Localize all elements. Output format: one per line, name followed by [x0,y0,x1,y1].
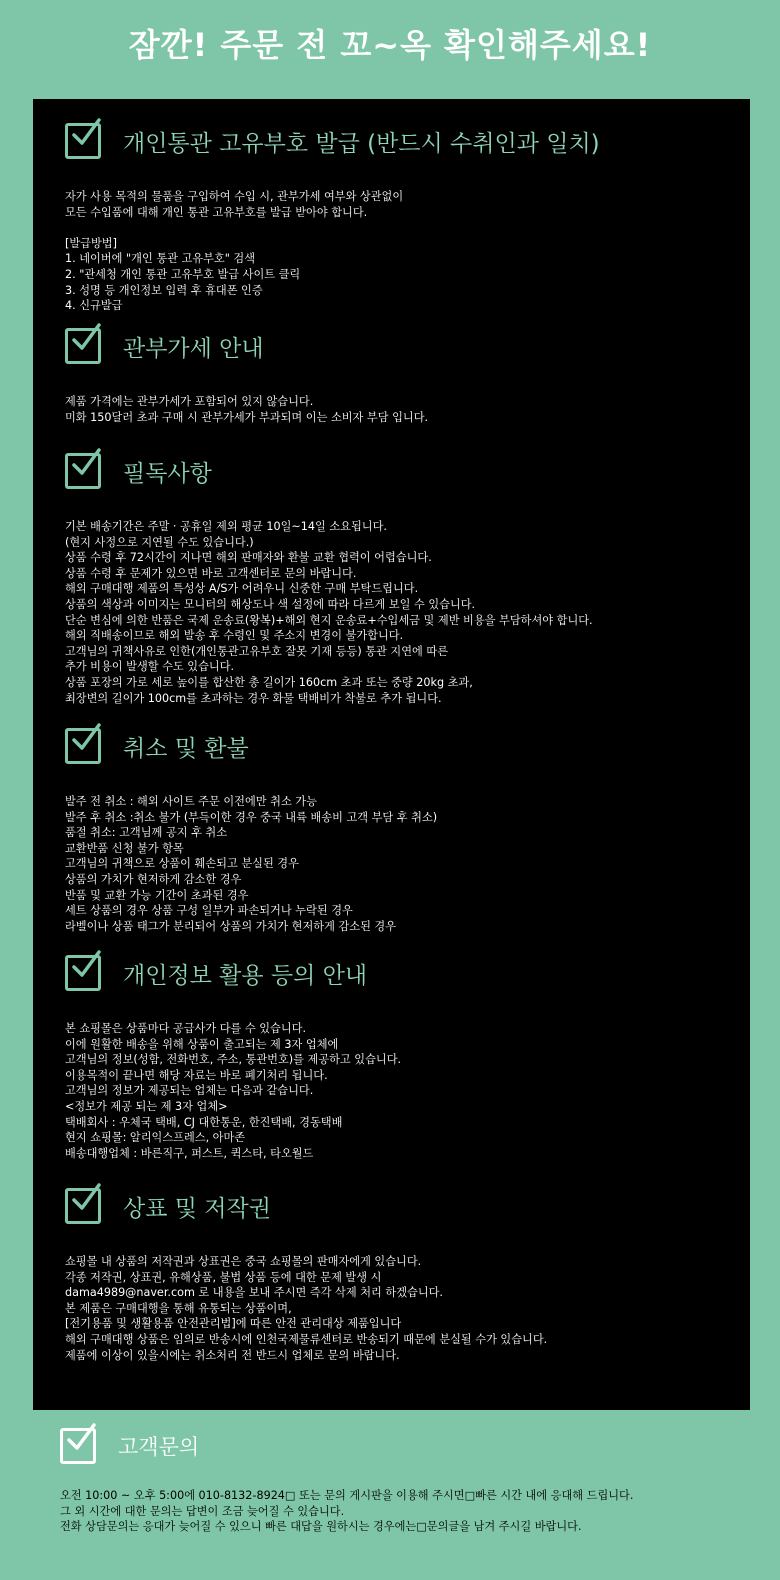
section-header [65,449,735,493]
section-header [65,724,735,768]
checkbox-icon [65,955,101,991]
section-title: 관부가세 안내 [123,335,264,362]
section-trademark [65,1184,735,1363]
section-privacy [65,951,735,1161]
checkbox-icon [65,453,101,489]
section-header [65,1184,735,1228]
section-header [65,119,735,163]
section-header [65,324,735,368]
customer-inquiry [60,1424,760,1535]
footer-title: 고객문의 [118,1435,200,1459]
section-customs-code [65,119,735,314]
section-title: 취소 및 환불 [123,735,249,762]
checkbox-icon [60,1428,96,1464]
section-body: 쇼핑몰 내 상품의 저작권과 상표권은 중국 쇼핑몰의 판매자에게 있습니다. 각종 저작권, 상표권, 유해상품, 불법 상품 등에 대한 문제 발생 시 dama4989@naver.com 로 내용을 보내 주시면 즉각 삭제 처리 하겠습니다. 본 제품은 구매대행을 통해 유통되는 상품이며, [전기용품 및 생활용품 안전관리법]에 따른 안전 관리대상 제품입니다 해외 구매대행 상품은 임의로 반송시에 인천국제물류센터로 반송되기 때문에 분실될 수가 있습니다. 제품에 이상이 있을시에는 취소처리 전 반드시 업체로 문의 바랍니다. [65,1255,548,1362]
footer-body: 오전 10:00 ~ 오후 5:00에 010-8132-8924□ 또는 문의 게시판을 이용해 주시면□빠른 시간 내에 응대해 드립니다. 그 외 시간에 대한 문의는 답변이 조금 늦어질 수 있습니다. 전화 상담문의는 응대가 늦어질 수 있으니 빠른 대답을 원하시는 경우에는□문의글을 남겨 주시길 바랍니다. [60,1489,634,1534]
section-title: 필독사항 [123,460,212,487]
section-body: 제품 가격에는 관부가세가 포함되어 있지 않습니다. 미화 150달러 초과 구매 시 관부가세가 부과되며 이는 소비자 부담 입니다. [65,395,429,424]
section-body: 자가 사용 목적의 물품을 구입하여 수입 시, 관부가세 여부와 상관없이 모든 수입품에 대해 개인 통관 고유부호를 발급 받아야 합니다. [발급방법] 1. 네이버에 "개인 통관 고유부호" 검색 2. "관세청 개인 통관 고유부호 발급 사이트 클릭 3. 성명 등 개인정보 입력 후 휴대폰 인증 4. 신규발급 [65,190,404,313]
section-body: 발주 전 취소 : 해외 사이트 주문 이전에만 취소 가능 발주 후 취소 :취소 불가 (부득이한 경우 중국 내륙 배송비 고객 부담 후 취소) 품절 취소: 고객님께 공지 후 취소 교환반품 신청 불가 항목 고객님의 귀책으로 상품이 훼손되고 분실된 경우 상품의 가치가 현저하게 감소한 경우 반품 및 교환 가능 기간이 초과된 경우 세트 상품의 경우 상품 구성 일부가 파손되거나 누락된 경우 라벨이나 상품 태그가 분리되어 상품의 가치가 현저하게 감소된 경우 [65,795,438,933]
notice-panel [33,99,750,1410]
section-title: 상표 및 저작권 [123,1195,271,1222]
section-title: 개인통관 고유부호 발급 (반드시 수취인과 일치) [123,130,600,157]
checkbox-icon [65,728,101,764]
checkbox-icon [65,123,101,159]
footer-header [60,1424,760,1468]
section-header [65,951,735,995]
section-must-read [65,449,735,706]
page-title: 잠깐! 주문 전 꼬~옥 확인해주세요! [128,26,652,64]
checkbox-icon [65,1188,101,1224]
section-body: 본 쇼핑몰은 상품마다 공급사가 다를 수 있습니다. 이에 원활한 배송을 위해 상품이 출고되는 제 3자 업체에 고객님의 정보(성함, 전화번호, 주소, 통관번호)를 제공하고 있습니다. 이용목적이 끝나면 해당 자료는 바로 폐기처리 됩니다. 고객님의 정보가 제공되는 업체는 다음과 같습니다. <정보가 제공 되는 제 3자 업체> 택배회사 : 우체국 택배, CJ 대한통운, 한진택배, 경동택배 현지 쇼핑몰: 알리익스프레스, 아마존 배송대행업체 : 바른직구, 퍼스트, 퀵스타, 타오월드 [65,1022,402,1160]
checkbox-icon [65,328,101,364]
section-body: 기본 배송기간은 주말 · 공휴일 제외 평균 10일~14일 소요됩니다. (현지 사정으로 지연될 수도 있습니다.) 상품 수령 후 72시간이 지나면 해외 판매자와 환불 교환 협력이 어렵습니다. 상품 수령 후 문제가 있으면 바로 고객센터로 문의 바랍니다. 해외 구매대행 제품의 특성상 A/S가 어려우니 신중한 구매 부탁드립니다. 상품의 색상과 이미지는 모니터의 해상도나 색 설정에 따라 다르게 보일 수 있습니다. 단순 변심에 의한 반품은 국제 운송료(왕복)+해외 현지 운송료+수입세금 및 제반 비용을 부담하셔야 합니다. 해외 직배송이므로 해외 발송 후 수령인 및 주소지 변경이 불가합니다. 고객님의 귀책사유로 인한(개인통관고유부호 잘못 기재 등등) 통관 지연에 따른 추가 비용이 발생할 수도 있습니다. 상품 포장의 가로 세로 높이를 합산한 총 길이가 160cm 초과 또는 중량 20kg 초과, 최장변의 길이가 100cm를 초과하는 경우 화물 택배비가 착불로 추가 됩니다. [65,520,593,705]
section-cancel-refund [65,724,735,934]
section-customs-tax [65,324,735,425]
section-title: 개인정보 활용 등의 안내 [123,962,368,989]
